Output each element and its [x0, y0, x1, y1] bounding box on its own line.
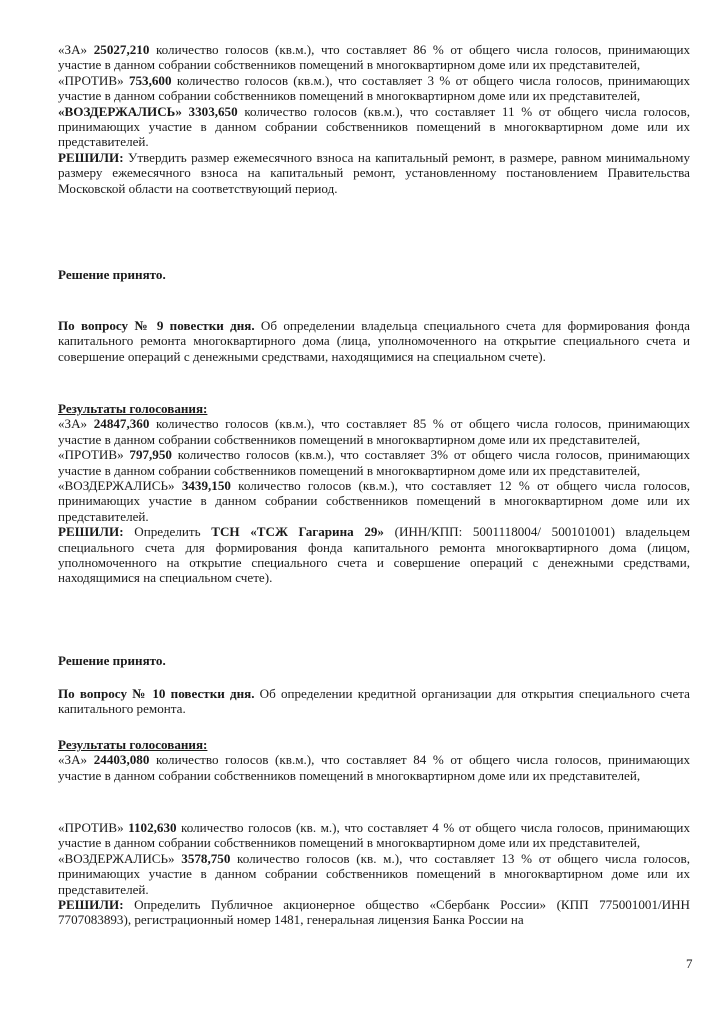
- q9-decision: Решение принято.: [58, 653, 166, 668]
- page-number: 7: [686, 956, 693, 971]
- q9-heading-block: [58, 318, 690, 364]
- q10-heading: По вопросу № 10 повестки дня. Об определении кредитной организации для открытия специального счета капитального ремонта.: [58, 686, 690, 717]
- q8-decision: Решение принято.: [58, 267, 166, 282]
- q9-vozd: «ВОЗДЕРЖАЛИСЬ» 3439,150 количество голосов (кв.м.), что составляет 12 % от общего числа голосов, принимающих участие в данном собрании собственников помещений в многоквартирном доме или их представителей.: [58, 478, 690, 524]
- q9-vozd-value: 3439,150: [181, 478, 231, 494]
- q9-protiv-value: 797,950: [129, 447, 172, 463]
- q10-za-value: 24403,080: [93, 752, 150, 768]
- q9-za: «ЗА» 24847,360 количество голосов (кв.м.), что составляет 85 % от общего числа голосов, принимающих участие в данном собрании собственников помещений в многоквартирном доме или их представителей,: [58, 416, 690, 447]
- q8-block: [58, 42, 690, 196]
- q10-vozd: «ВОЗДЕРЖАЛИСЬ» 3578,750 количество голосов (кв. м.), что составляет 13 % от общего числа голосов, принимающих участие в данном собрании собственников помещений в многоквартирном доме или их представителей.: [58, 850, 690, 897]
- q9-za-value: 24847,360: [93, 416, 150, 432]
- q9-heading: По вопросу № 9 повестки дня. Об определении владельца специального счета для формирования фонда капитального ремонта многоквартирного дома (лица, уполномоченного на открытие специального счета и совершение операций с денежными средствами, находящимися на специальном счете).: [58, 318, 690, 364]
- q10-vozd-value: 3578,750: [181, 850, 231, 866]
- q8-vozd-value: 3303,650: [188, 103, 238, 119]
- q8-vozd: «ВОЗДЕРЖАЛИСЬ» 3303,650 количество голосов (кв.м.), что составляет 11 % от общего числа голосов, принимающих участие в данном собрании собственников помещений в многоквартирном доме или их представителей.: [58, 103, 691, 150]
- q8-reshili: РЕШИЛИ: Утвердить размер ежемесячного взноса на капитальный ремонт, в размере, равном минимальному размеру ежемесячного взноса на капитальный ремонт, установленному постановлением Правительства Московской области на соответствующий период.: [58, 149, 690, 196]
- q9-results: [58, 401, 690, 586]
- q8-protiv-value: 753,600: [128, 72, 172, 88]
- q8-za: «ЗА» 25027,210 количество голосов (кв.м.), что составляет 86 % от общего числа голосов, принимающих участие в данном собрании собственников помещений в многоквартирном доме или их представителей,: [58, 42, 690, 73]
- q9-results-title: Результаты голосования:: [58, 401, 208, 416]
- q10-results: [58, 737, 690, 783]
- q10-protiv: «ПРОТИВ» 1102,630 количество голосов (кв. м.), что составляет 4 % от общего числа голосов, принимающих участие в данном собрании собственников помещений в многоквартирном доме или их представителей,: [58, 820, 690, 851]
- q10-results-title: Результаты голосования:: [58, 737, 208, 752]
- q10-heading-block: [58, 686, 690, 717]
- q10-reshili: РЕШИЛИ: Определить Публичное акционерное общество «Сбербанк России» (КПП 775001001/ИНН 7707083893), регистрационный номер 1481, генеральная лицензия Банка России на: [58, 897, 690, 928]
- q9-org-name: ТСН «ТСЖ Гагарина 29»: [211, 524, 384, 540]
- q10-protiv-value: 1102,630: [128, 820, 177, 835]
- q10-za: «ЗА» 24403,080 количество голосов (кв.м.), что составляет 84 % от общего числа голосов, принимающих участие в данном собрании собственников помещений в многоквартирном доме или их представителей,: [58, 752, 690, 783]
- q9-protiv: «ПРОТИВ» 797,950 количество голосов (кв.м.), что составляет 3% от общего числа голосов, принимающих участие в данном собрании собственников помещений в многоквартирном доме или их представителей,: [58, 447, 690, 478]
- q8-protiv: «ПРОТИВ» 753,600 количество голосов (кв.м.), что составляет 3 % от общего числа голосов, принимающих участие в данном собрании собственников помещений в многоквартирном доме или их представителей,: [58, 72, 690, 104]
- q8-za-value: 25027,210: [93, 42, 150, 57]
- q9-reshili: РЕШИЛИ: Определить ТСН «ТСЖ Гагарина 29» (ИНН/КПП: 5001118004/ 500101001) владельцем специального счета для формирования фонда капитального ремонта многоквартирного дома (лицом, уполномоченного на открытие специального счета и совершение операций с денежными средствами, находящимися на специальном счете).: [58, 524, 690, 586]
- q10-results-cont: [58, 820, 690, 928]
